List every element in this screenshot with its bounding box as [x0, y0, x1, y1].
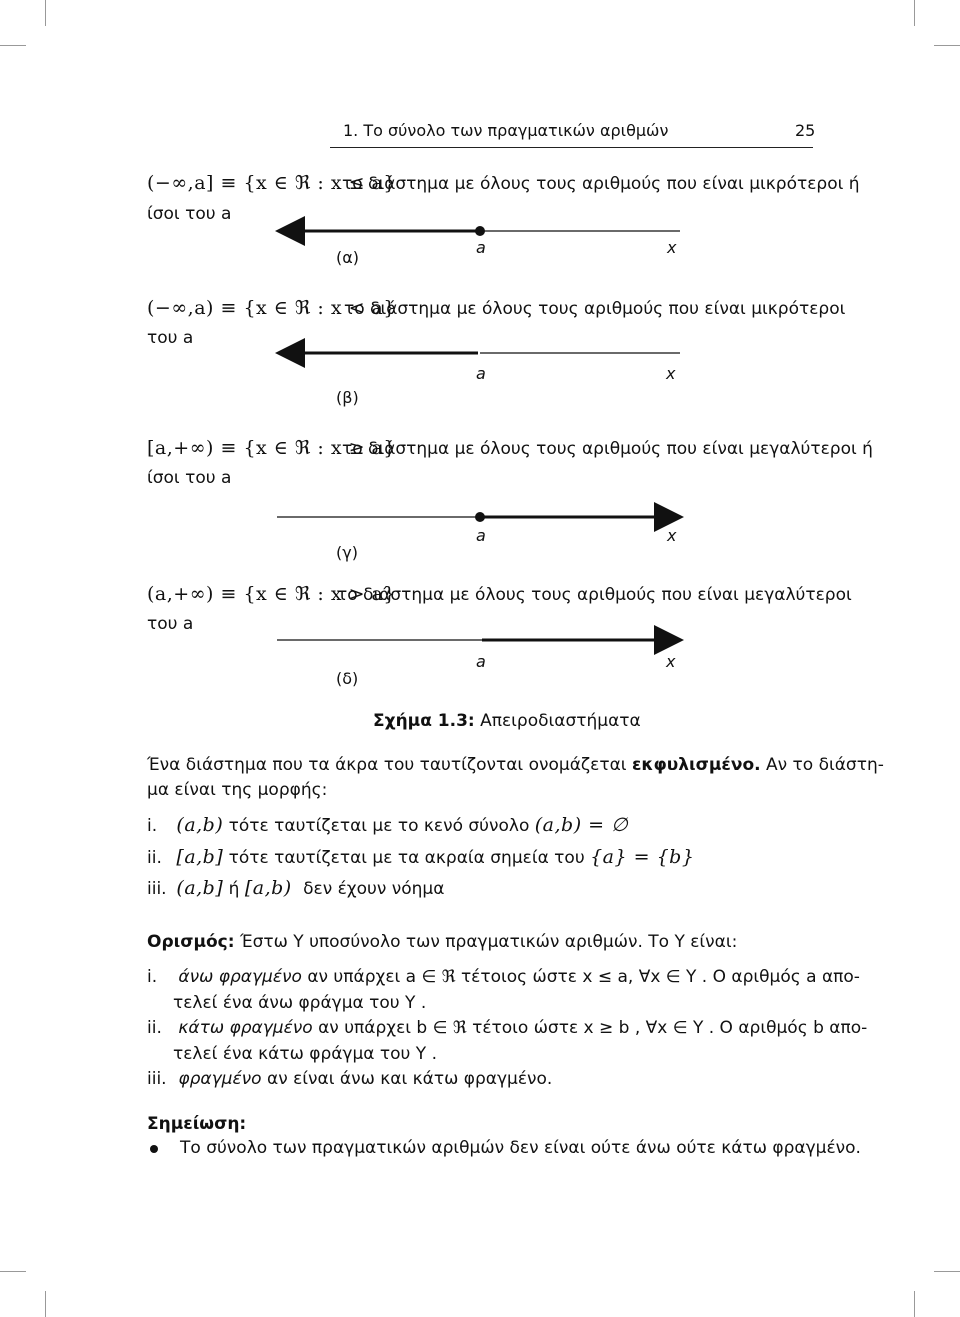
item-math: (a,b): [176, 814, 224, 836]
item-math: [a,b]: [176, 846, 224, 868]
item-text: αν υπάρχει b ∈ ℜ τέτοιο ώστε x ≥ b , ∀x ∈ Y . Ο αριθμός b απο-: [318, 1018, 868, 1038]
closed-point-a: [475, 226, 485, 236]
axis-label-d: x: [666, 652, 676, 671]
item-or: ή: [228, 879, 240, 899]
interval-desc2-a: ίσοι του a: [147, 204, 232, 224]
figure-caption-label: Σχήμα 1.3:: [373, 711, 475, 731]
item-math-2: [a,b): [244, 877, 292, 899]
point-label-c: a: [476, 526, 486, 545]
item-term: κάτω φραγμένο: [178, 1018, 313, 1038]
figure-label-c: (γ): [336, 543, 358, 562]
intro-text: Ένα διάστημα που τα άκρα του ταυτίζονται ονομάζεται: [147, 755, 627, 775]
definition-label: Ορισμός:: [147, 932, 235, 952]
axis-label-a: x: [667, 238, 677, 257]
interval-desc2-c: ίσοι του a: [147, 468, 232, 488]
degenerate-intro-line2: μα είναι της μορφής:: [147, 780, 328, 800]
page-number: 25: [795, 121, 816, 140]
definition-item-2: [147, 1018, 867, 1038]
item-number: ii.: [147, 848, 162, 868]
interval-desc-c: το διάστημα με όλους τους αριθμούς που είναι μεγαλύτεροι ή: [342, 439, 873, 459]
item-math-result: (a,b) = ∅: [534, 814, 629, 836]
interval-notation-d: (a,+∞) ≡ {x ∈ ℜ : x > a}: [147, 583, 396, 605]
figure-label-a: (α): [336, 248, 360, 267]
interval-notation-b: (−∞,a) ≡ {x ∈ ℜ : x < a}: [147, 297, 396, 319]
bullet-icon: [150, 1145, 158, 1153]
definition-item-3: [147, 1069, 552, 1089]
note-label: Σημείωση:: [147, 1114, 247, 1134]
item-number: i.: [147, 967, 158, 987]
degenerate-intro-line1: [147, 755, 884, 775]
page-header-title: 1. Το σύνολο των πραγματικών αριθμών: [343, 121, 669, 140]
figure-label-b: (β): [336, 388, 359, 407]
item-number: iii.: [147, 879, 167, 899]
point-label-a: a: [476, 238, 486, 257]
note-bullet-text: Το σύνολο των πραγματικών αριθμών δεν είναι ούτε άνω ούτε κάτω φραγμένο.: [180, 1138, 861, 1158]
point-label-b: a: [476, 364, 486, 383]
interval-desc2-b: του a: [147, 328, 194, 348]
item-number: iii.: [147, 1069, 167, 1089]
item-math-result: {a} = {b}: [590, 846, 695, 868]
point-label-d: a: [476, 652, 486, 671]
item-number: ii.: [147, 1018, 162, 1038]
definition-item-2-cont: τελεί ένα κάτω φράγμα του Y .: [173, 1044, 437, 1064]
interval-desc-b: το διάστημα με όλους τους αριθμούς που είναι μικρότεροι: [344, 299, 846, 319]
item-term: άνω φραγμένο: [178, 967, 302, 987]
interval-notation-a: (−∞,a] ≡ {x ∈ ℜ : x ≤ a}: [147, 172, 396, 194]
interval-notation-c: [a,+∞) ≡ {x ∈ ℜ : x ≥ a}: [147, 437, 396, 459]
item-text: αν είναι άνω και κάτω φραγμένο.: [267, 1069, 553, 1089]
item-text: αν υπάρχει a ∈ ℜ τέτοιος ώστε x ≤ a, ∀x ∈ Y . Ο αριθμός a απο-: [307, 967, 860, 987]
item-math: (a,b]: [176, 877, 224, 899]
intro-bold-term: εκφυλισμένο.: [631, 755, 761, 775]
degenerate-item-3: [147, 877, 444, 899]
degenerate-item-1: [147, 814, 628, 836]
item-text: τότε ταυτίζεται με το κενό σύνολο: [228, 816, 530, 836]
intro-text-tail: Αν το διάστη-: [766, 755, 884, 775]
interval-desc-a: το διάστημα με όλους τους αριθμούς που είναι μικρότεροι ή: [342, 174, 860, 194]
figure-label-d: (δ): [336, 669, 359, 688]
figure-caption: [373, 711, 641, 731]
definition-item-1-cont: τελεί ένα άνω φράγμα του Y .: [173, 993, 427, 1013]
figure-caption-text: Απειροδιαστήματα: [480, 711, 641, 731]
item-number: i.: [147, 816, 158, 836]
item-text: δεν έχουν νόημα: [303, 879, 445, 899]
definition-text: Έστω Y υποσύνολο των πραγματικών αριθμών. Το Y είναι:: [239, 932, 738, 952]
axis-label-c: x: [667, 526, 677, 545]
interval-desc2-d: του a: [147, 614, 194, 634]
definition-line: [147, 932, 737, 952]
interval-desc-d: το διάστημα με όλους τους αριθμούς που είναι μεγαλύτεροι: [337, 585, 852, 605]
closed-point-c: [475, 512, 485, 522]
axis-label-b: x: [666, 364, 676, 383]
item-text: τότε ταυτίζεται με τα ακραία σημεία του: [228, 848, 585, 868]
item-term: φραγμένο: [178, 1069, 262, 1089]
definition-item-1: [147, 967, 860, 987]
degenerate-item-2: [147, 846, 694, 868]
